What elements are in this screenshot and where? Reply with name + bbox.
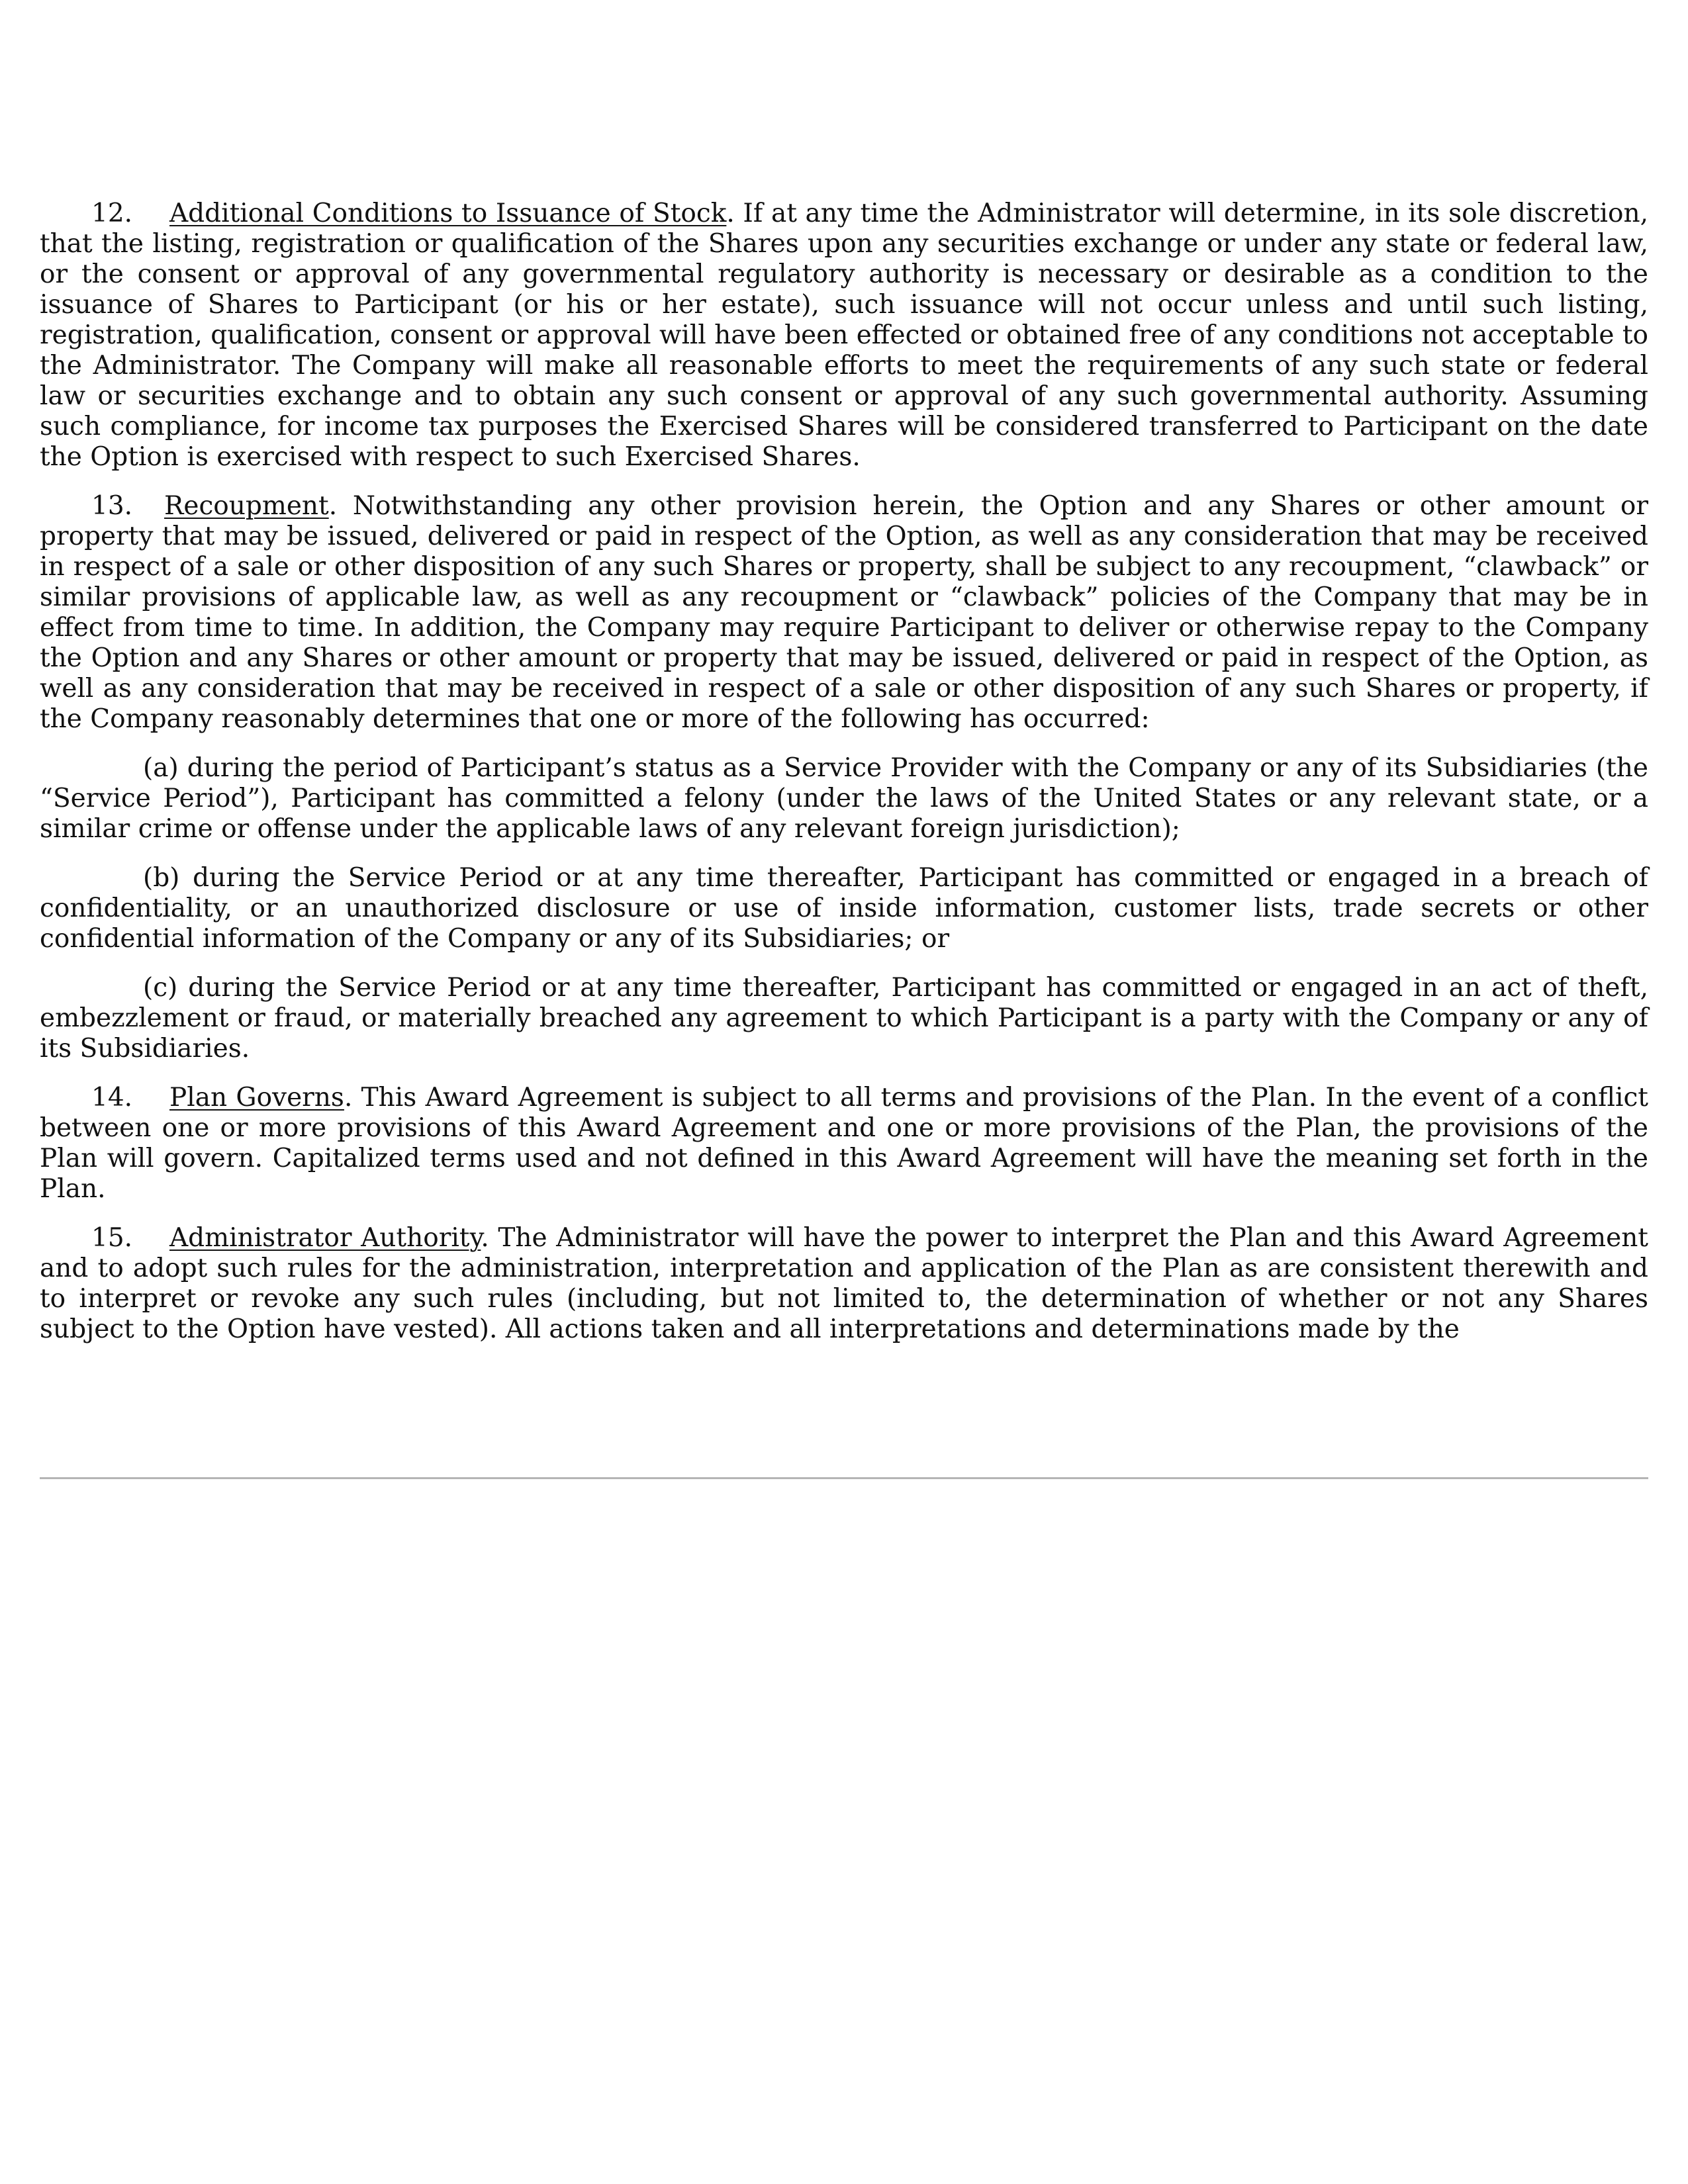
subclause-a: (a) during the period of Participant’s status as a Service Provider with the Company or any of its Subsidiaries (the “Service Period”), Participant has committed a felony (under the laws of the United States or any relevant state, or a similar crime or offense under the applicable laws of any relevant foreign jurisdiction); [40, 753, 1648, 844]
section-text: . The Administrator will have the power to interpret the Plan and this Award Agreement and to adopt such rules for the administration, interpretation and application of the Plan as are consistent therewith and to interpret or revoke any such rules (including, but not limited to, the determination of whether or not any Shares subject to the Option have vested). All actions taken and all interpretations and determinations made by the [40, 1223, 1648, 1344]
section-number: 14. [91, 1083, 133, 1113]
document-page [40, 199, 1648, 1363]
section-heading: Administrator Authority [169, 1223, 481, 1253]
section-heading: Recoupment [164, 491, 329, 521]
section-text: . If at any time the Administrator will determine, in its sole discretion, that the listing, registration or qualification of the Shares upon any securities exchange or under any state or federal law, or the consent or approval of any governmental regulatory authority is necessary or desirable as a condition to the issuance of Shares to Participant (or his or her estate), such issuance will not occur unless and until such listing, registration, qualification, consent or approval will have been effected or obtained free of any conditions not acceptable to the Administrator. The Company will make all reasonable efforts to meet the requirements of any such state or federal law or securities exchange and to obtain any such consent or approval of any such governmental authority. Assuming such compliance, for income tax purposes the Exercised Shares will be considered transferred to Participant on the date the Option is exercised with respect to such Exercised Shares. [40, 199, 1648, 472]
section-heading: Additional Conditions to Issuance of Stock [169, 199, 727, 228]
section-12 [40, 199, 1648, 473]
section-text: . This Award Agreement is subject to all terms and provisions of the Plan. In the event of a conflict between one or more provisions of this Award Agreement and one or more provisions of the Plan, the provisions of the Plan will govern. Capitalized terms used and not defined in this Award Agreement will have the meaning set forth in the Plan. [40, 1083, 1648, 1204]
section-number: 13. [91, 491, 133, 521]
section-heading: Plan Governs [169, 1083, 344, 1113]
section-15 [40, 1223, 1648, 1345]
section-number: 15. [91, 1223, 133, 1253]
section-number: 12. [91, 199, 133, 228]
page-divider [40, 1477, 1648, 1479]
subclause-b: (b) during the Service Period or at any time thereafter, Participant has committed or engaged in a breach of confidentiality, or an unauthorized disclosure or use of inside information, customer lists, trade secrets or other confidential information of the Company or any of its Subsidiaries; or [40, 863, 1648, 954]
section-14 [40, 1083, 1648, 1205]
subclause-c: (c) during the Service Period or at any time thereafter, Participant has committed or engaged in an act of theft, embezzlement or fraud, or materially breached any agreement to which Participant is a party with the Company or any of its Subsidiaries. [40, 973, 1648, 1064]
section-text: . Notwithstanding any other provision herein, the Option and any Shares or other amount or property that may be issued, delivered or paid in respect of the Option, as well as any consideration that may be received in respect of a sale or other disposition of any such Shares or property, shall be subject to any recoupment, “clawback” or similar provisions of applicable law, as well as any recoupment or “clawback” policies of the Company that may be in effect from time to time. In addition, the Company may require Participant to deliver or otherwise repay to the Company the Option and any Shares or other amount or property that may be issued, delivered or paid in respect of the Option, as well as any consideration that may be received in respect of a sale or other disposition of any such Shares or property, if the Company reasonably determines that one or more of the following has occurred: [40, 491, 1648, 734]
section-13 [40, 491, 1648, 735]
